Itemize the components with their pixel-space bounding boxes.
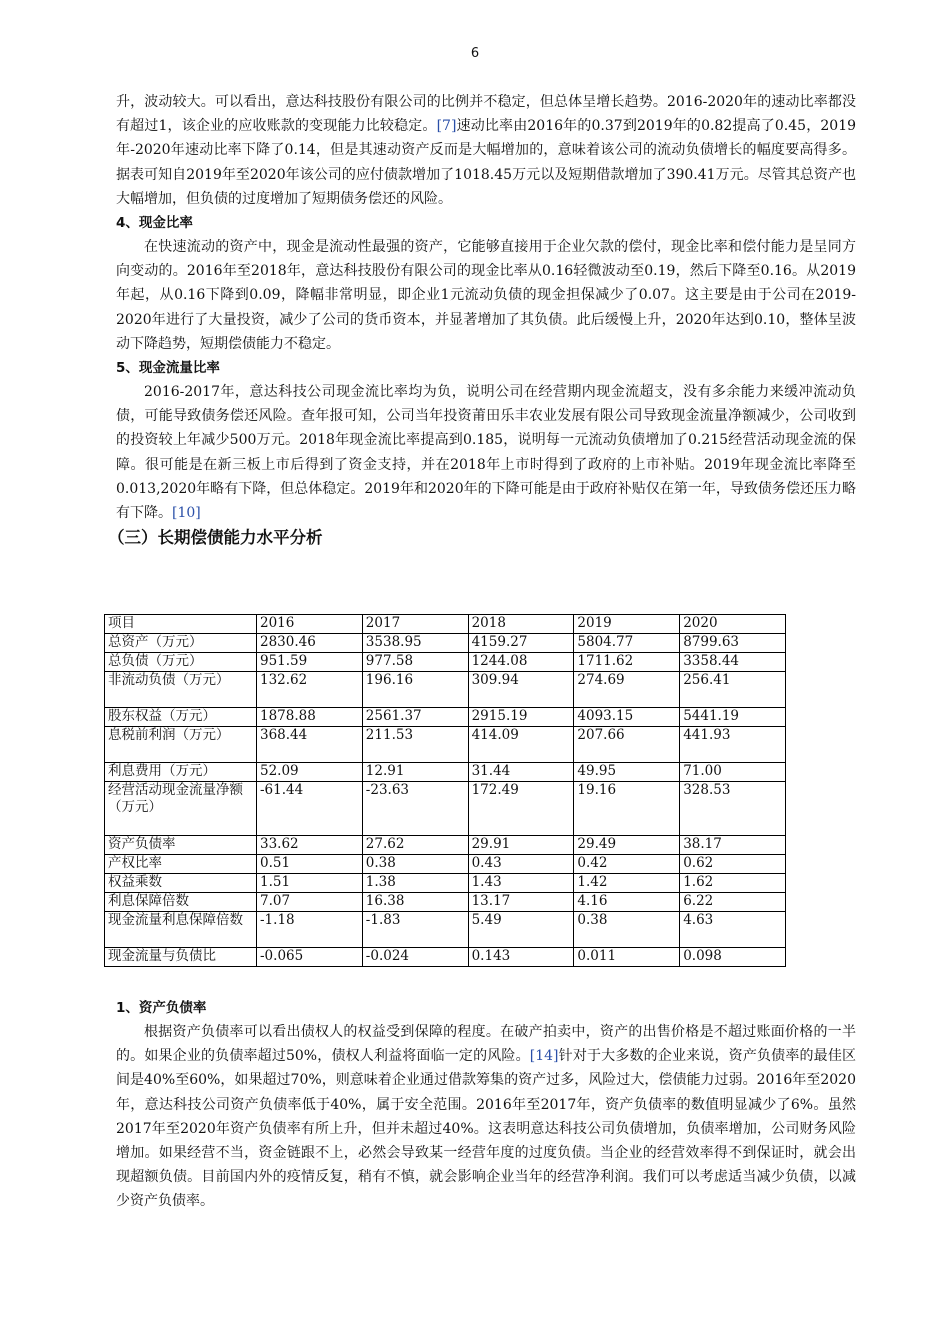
table-cell: 29.91 [468, 836, 574, 855]
table-cell: 1.38 [362, 874, 468, 893]
table-row-label: 总负债（万元） [105, 653, 257, 672]
table-cell: 3538.95 [362, 634, 468, 653]
table-cell: -23.63 [362, 782, 468, 836]
table-cell: 19.16 [574, 782, 680, 836]
table-cell: 4.63 [680, 912, 786, 948]
heading-cash-ratio: 4、现金比率 [116, 215, 193, 232]
table-row-label: 现金流量与负债比 [105, 948, 257, 967]
table-cell: 4.16 [574, 893, 680, 912]
table-cell: 3358.44 [680, 653, 786, 672]
table-row-label: 利息费用（万元） [105, 763, 257, 782]
table-cell: 38.17 [680, 836, 786, 855]
table-cell: 1.62 [680, 874, 786, 893]
table-cell: 27.62 [362, 836, 468, 855]
table-cell: 1.42 [574, 874, 680, 893]
table-cell: 441.93 [680, 727, 786, 763]
table-cell: 1878.88 [257, 708, 363, 727]
table-cell: 31.44 [468, 763, 574, 782]
table-row [105, 727, 786, 763]
paragraph-cash-ratio: 在快速流动的资产中，现金是流动性最强的资产，它能够直接用于企业欠款的偿付，现金比率和偿付能力是呈同方向变动的。2016年至2018年，意达科技股份有限公司的现金比率从0.16轻微波动至0.19，然后下降至0.16。从2019年起，从0.16下降到0.09，降幅非常明显，即企业1元流动负债的现金担保减少了0.07。这主要是由于公司在2019-2020年进行了大量投资，减少了公司的货币资本，并显著增加了其负债。此后缓慢上升，2020年达到0.10，整体呈波动下降趋势，短期偿债能力不稳定。 [116, 239, 856, 352]
table-cell: 4159.27 [468, 634, 574, 653]
table-cell: 368.44 [257, 727, 363, 763]
table-cell: 8799.63 [680, 634, 786, 653]
table-row [105, 782, 786, 836]
table-row-label: 股东权益（万元） [105, 708, 257, 727]
table-cell: 0.143 [468, 948, 574, 967]
table-row-label: 非流动负债（万元） [105, 672, 257, 708]
table-row [105, 672, 786, 708]
table-header-cell: 2018 [468, 615, 574, 634]
table-cell: 414.09 [468, 727, 574, 763]
table-row-label: 现金流量利息保障倍数 [105, 912, 257, 948]
table-cell: 274.69 [574, 672, 680, 708]
citation-10[interactable]: [10] [172, 505, 201, 522]
table-cell: 2915.19 [468, 708, 574, 727]
table-cell: 328.53 [680, 782, 786, 836]
table-header-row [105, 615, 786, 634]
table-row [105, 708, 786, 727]
citation-14[interactable]: [14] [529, 1048, 559, 1065]
table-cell: 309.94 [468, 672, 574, 708]
table-header-cell: 2019 [574, 615, 680, 634]
table-cell: 0.51 [257, 855, 363, 874]
table-row [105, 912, 786, 948]
table-cell: 29.49 [574, 836, 680, 855]
table-cell: -61.44 [257, 782, 363, 836]
table-cell: -1.83 [362, 912, 468, 948]
table-cell: 1.43 [468, 874, 574, 893]
table-row [105, 763, 786, 782]
table-cell: 0.42 [574, 855, 680, 874]
table-row [105, 653, 786, 672]
heading-cash-flow-ratio: 5、现金流量比率 [116, 360, 220, 377]
table-cell: 196.16 [362, 672, 468, 708]
table-cell: 256.41 [680, 672, 786, 708]
table-cell: 1711.62 [574, 653, 680, 672]
table-cell: 207.66 [574, 727, 680, 763]
table-row [105, 634, 786, 653]
table-cell: 49.95 [574, 763, 680, 782]
heading-debt-ratio: 1、资产负债率 [116, 1000, 207, 1016]
table-header-cell: 2016 [257, 615, 363, 634]
table-cell: 16.38 [362, 893, 468, 912]
table-cell: 52.09 [257, 763, 363, 782]
table-cell: -0.024 [362, 948, 468, 967]
table-row [105, 874, 786, 893]
paragraph-quick-ratio: 升，波动较大。可以看出，意达科技股份有限公司的比例并不稳定，但总体呈增长趋势。2016-2020年的速动比率都没有超过1，该企业的应收账款的变现能力比较稳定。[7]速动比率由2016年的0.37到2019年的0.82提高了0.45，2019年-2020年速动比率下降了0.14，但是其速动资产反而是大幅增加的，意味着该公司的流动负债增长的幅度要高得多。据表可知自2019年至2020年该公司的应付债款增加了1018.45万元以及短期借款增加了390.41万元。尽管其总资产也大幅增加，但负债的过度增加了短期债务偿还的风险。 [116, 94, 857, 207]
table-cell: 977.58 [362, 653, 468, 672]
solvency-table [104, 614, 786, 967]
table-cell: 172.49 [468, 782, 574, 836]
table-row-label: 权益乘数 [105, 874, 257, 893]
page-number: 6 [470, 46, 480, 61]
table-header-cell: 2020 [680, 615, 786, 634]
table-cell: 12.91 [362, 763, 468, 782]
table-cell: 1244.08 [468, 653, 574, 672]
table-cell: 0.011 [574, 948, 680, 967]
table-row [105, 836, 786, 855]
paragraph-debt-ratio: 根据资产负债率可以看出债权人的权益受到保障的程度。在破产拍卖中，资产的出售价格是不超过账面价格的一半的。如果企业的负债率超过50%，债权人利益将面临一定的风险。[14]针对于大多数的企业来说，资产负债率的最佳区间是40%至60%，如果超过70%，则意味着企业通过借款筹集的资产过多，风险过大，偿债能力过弱。2016年至2020年，意达科技公司资产负债率低于40%，属于安全范围。2016年至2017年，资产负债率的数值明显减少了6%。虽然2017年至2020年资产负债率有所上升，但并未超过40%。这表明意达科技公司负债增加，负债率增加，公司财务风险增加。如果经营不当，资金链跟不上，必然会导致某一经营年度的过度负债。当企业的经营效率得不到保证时，就会出现超额负债。目前国内外的疫情反复，稍有不慎，就会影响企业当年的经营净利润。我们可以考虑适当减少负债，以减少资产负债率。 [116, 1024, 856, 1210]
body-text-lower [116, 996, 856, 1214]
table-cell: 132.62 [257, 672, 363, 708]
table-cell: 211.53 [362, 727, 468, 763]
body-text-upper [108, 90, 857, 551]
paragraph-cash-flow-ratio: 2016-2017年，意达科技公司现金流比率均为负，说明公司在经营期内现金流超支，没有多余能力来缓冲流动负债，可能导致债务偿还风险。查年报可知，公司当年投资莆田乐丰农业发展有限公司导致现金流量净额减少，公司收到的投资较上年减少500万元。2018年现金流比率提高到0.185，说明每一元流动负债增加了0.215经营活动现金流的保障。很可能是在新三板上市后得到了资金支持，并在2018年上市时得到了政府的上市补贴。2019年现金流比率降至0.013,2020年略有下降，但总体稳定。2019年和2020年的下降可能是由于政府补贴仅在第一年，导致债务偿还压力略有下降。[10] [116, 384, 856, 522]
table-cell: 33.62 [257, 836, 363, 855]
table-cell: 1.51 [257, 874, 363, 893]
table-header-cell: 项目 [105, 615, 257, 634]
table-cell: 0.43 [468, 855, 574, 874]
table-cell: 2830.46 [257, 634, 363, 653]
table-cell: 5.49 [468, 912, 574, 948]
heading-long-term-solvency: （三）长期偿债能力水平分析 [108, 528, 323, 548]
table-cell: -1.18 [257, 912, 363, 948]
table-cell: 6.22 [680, 893, 786, 912]
table-row-label: 息税前利润（万元） [105, 727, 257, 763]
table-cell: 5804.77 [574, 634, 680, 653]
table-row-label: 经营活动现金流量净额（万元） [105, 782, 257, 836]
table-cell: 4093.15 [574, 708, 680, 727]
table-cell: 0.38 [574, 912, 680, 948]
table-row-label: 利息保障倍数 [105, 893, 257, 912]
table-header-cell: 2017 [362, 615, 468, 634]
table-cell: 7.07 [257, 893, 363, 912]
table-cell: -0.065 [257, 948, 363, 967]
table-cell: 71.00 [680, 763, 786, 782]
table-cell: 0.098 [680, 948, 786, 967]
table-cell: 951.59 [257, 653, 363, 672]
table-row-label: 总资产（万元） [105, 634, 257, 653]
table-row [105, 948, 786, 967]
table-cell: 2561.37 [362, 708, 468, 727]
table-cell: 0.38 [362, 855, 468, 874]
table-cell: 0.62 [680, 855, 786, 874]
citation-7[interactable]: [7] [436, 118, 457, 135]
table-row-label: 资产负债率 [105, 836, 257, 855]
table-row [105, 893, 786, 912]
table-cell: 5441.19 [680, 708, 786, 727]
table-cell: 13.17 [468, 893, 574, 912]
table-row [105, 855, 786, 874]
table-row-label: 产权比率 [105, 855, 257, 874]
